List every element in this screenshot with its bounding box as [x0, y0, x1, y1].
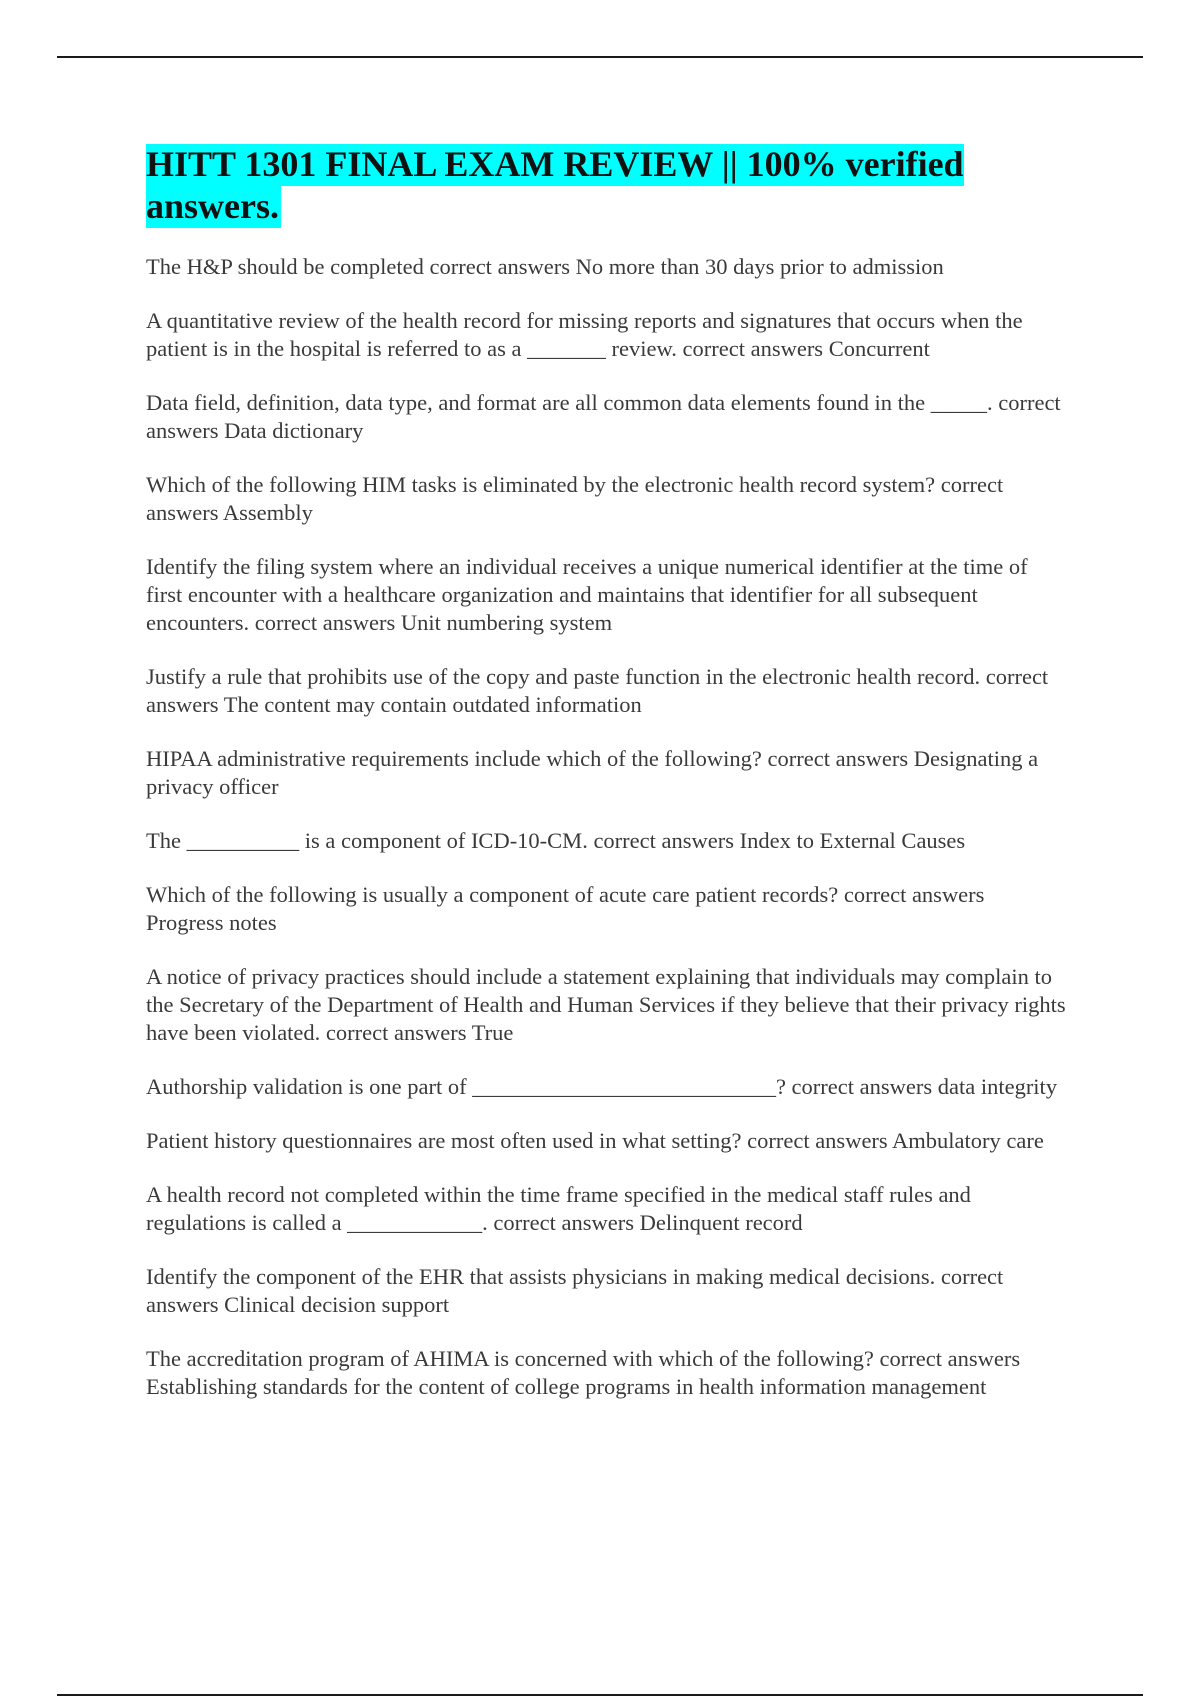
qa-item-6: Justify a rule that prohibits use of the copy and paste function in the electronic health record. correct answers The content may contain outdated information — [146, 664, 1049, 717]
qa-item-13: A health record not completed within the time frame specified in the medical staff rules and regulations is called a ____________. correct answers Delinquent record — [146, 1182, 971, 1235]
qa-item-5: Identify the filing system where an individual receives a unique numerical identifier at the time of first encounter with a healthcare organization and maintains that identifier for all subsequent encounters. correct answers Unit numbering system — [146, 554, 1028, 635]
qa-item-4: Which of the following HIM tasks is eliminated by the electronic health record system? correct answers Assembly — [146, 472, 1004, 525]
document-title — [146, 143, 1066, 227]
qa-item-3: Data field, definition, data type, and format are all common data elements found in the _____. correct answers Data dictionary — [146, 390, 1061, 443]
qa-item-8: The __________ is a component of ICD-10-CM. correct answers Index to External Causes — [146, 828, 966, 853]
bottom-rule — [57, 1694, 1143, 1696]
qa-item-1: The H&P should be completed correct answers No more than 30 days prior to admission — [146, 254, 944, 279]
qa-item-10: A notice of privacy practices should include a statement explaining that individuals may complain to the Secretary of the Department of Health and Human Services if they believe that their privacy rights have been violated. correct answers True — [146, 964, 1066, 1045]
qa-item-7: HIPAA administrative requirements include which of the following? correct answers Designating a privacy officer — [146, 746, 1039, 799]
top-rule — [57, 56, 1143, 58]
qa-item-9: Which of the following is usually a component of acute care patient records? correct answers Progress notes — [146, 882, 985, 935]
qa-item-2: A quantitative review of the health record for missing reports and signatures that occurs when the patient is in the hospital is referred to as a _______ review. correct answers Concurrent — [146, 308, 1023, 361]
title-highlight: HITT 1301 FINAL EXAM REVIEW || 100% verified answers. — [146, 144, 964, 226]
qa-item-11: Authorship validation is one part of ___________________________? correct answers data integrity — [146, 1074, 1058, 1099]
qa-item-15: The accreditation program of AHIMA is concerned with which of the following? correct answers Establishing standards for the content of college programs in health information management — [146, 1346, 1021, 1399]
qa-item-12: Patient history questionnaires are most often used in what setting? correct answers Ambulatory care — [146, 1128, 1044, 1153]
document-body — [146, 143, 1066, 1427]
qa-item-14: Identify the component of the EHR that assists physicians in making medical decisions. correct answers Clinical decision support — [146, 1264, 1004, 1317]
